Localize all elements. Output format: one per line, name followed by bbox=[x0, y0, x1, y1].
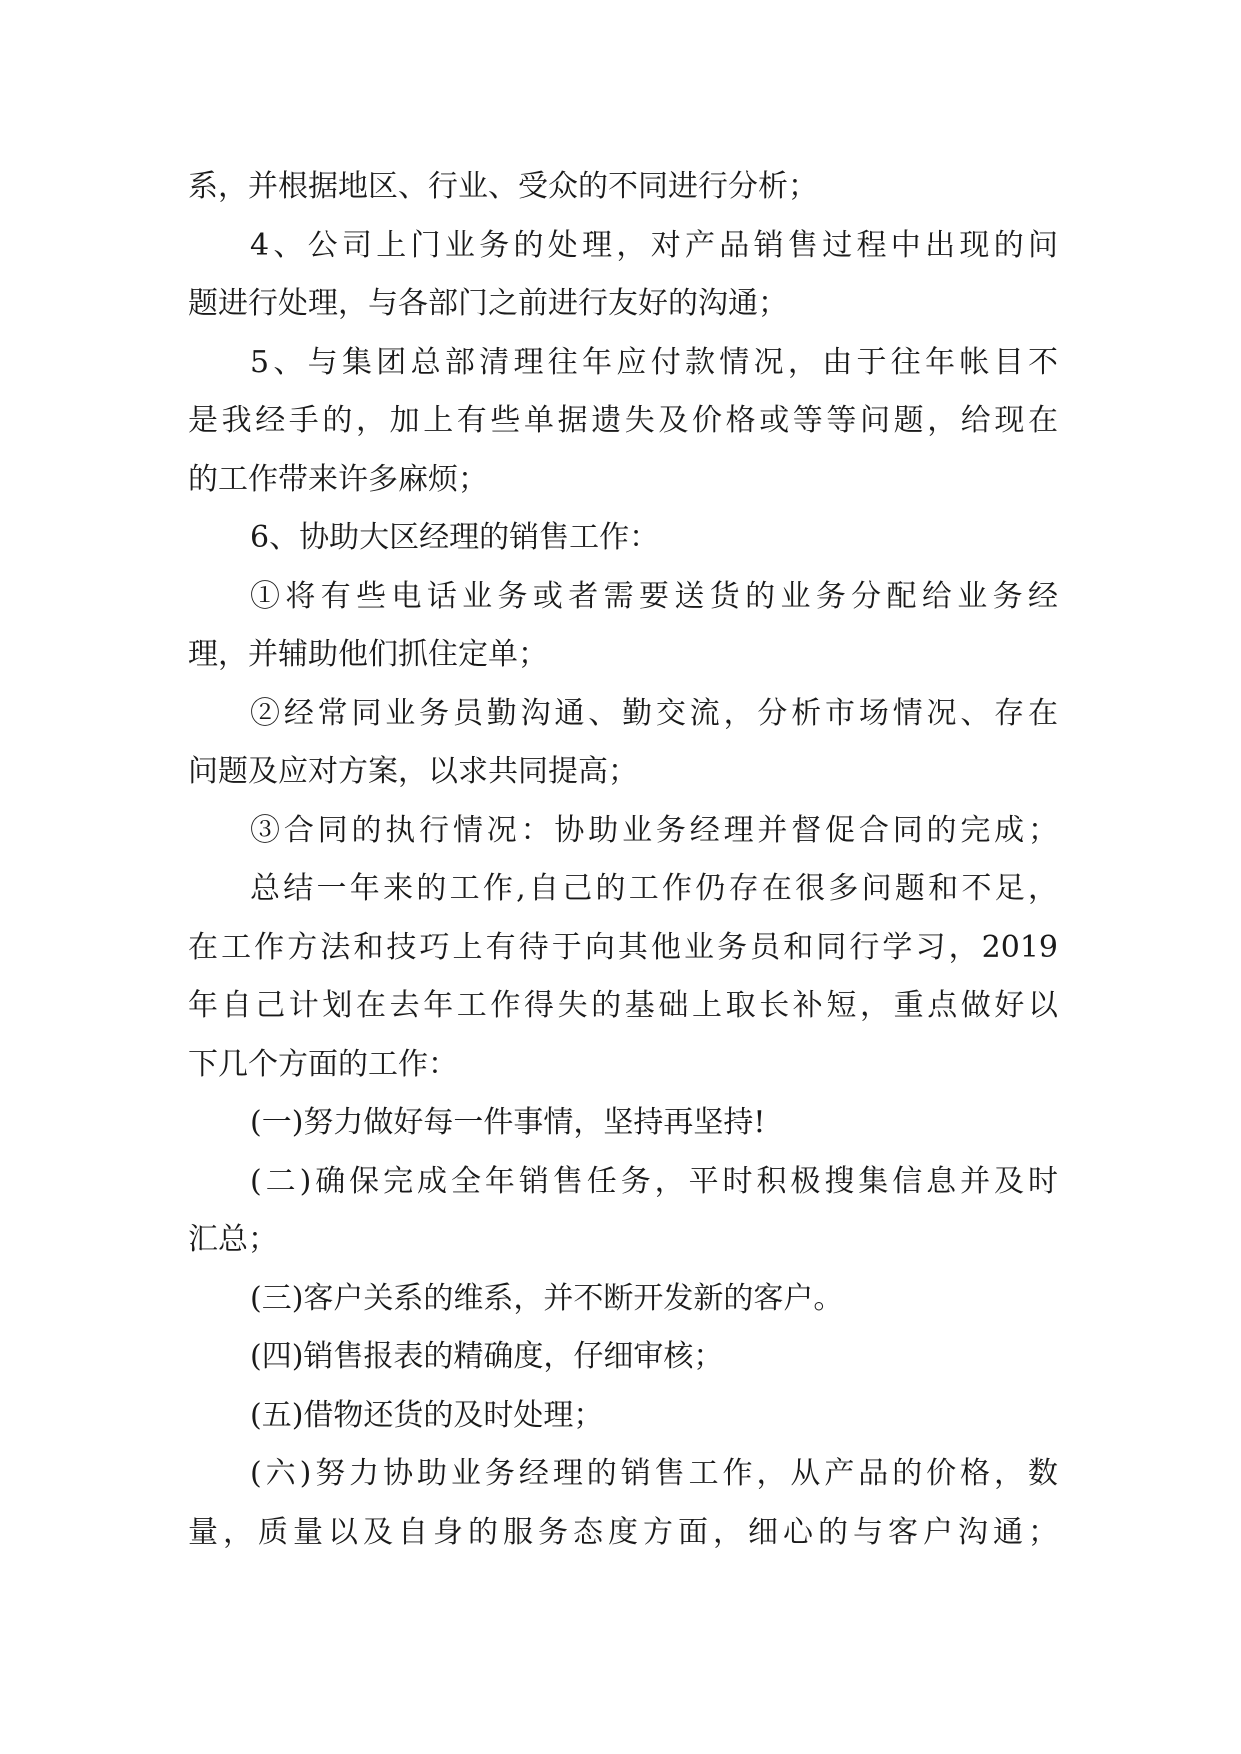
text-line: 5、与集团总部清理往年应付款情况，由于往年帐目不 bbox=[250, 344, 1058, 380]
text-line: 4、公司上门业务的处理，对产品销售过程中出现的问 bbox=[250, 227, 1058, 263]
text-line: 是我经手的，加上有些单据遗失及价格或等等问题，给现在 bbox=[188, 403, 1058, 438]
text-line: (一)努力做好每一件事情，坚持再坚持! bbox=[250, 1105, 766, 1140]
text-line: 量，质量以及自身的服务态度方面，细心的与客户沟通； bbox=[188, 1514, 1058, 1550]
text-line: 汇总； bbox=[188, 1222, 278, 1257]
text-line: 问题及应对方案，以求共同提高； bbox=[188, 754, 638, 789]
text-line: ②经常同业务员勤沟通、勤交流，分析市场情况、存在 bbox=[250, 695, 1058, 731]
text-line: (六)努力协助业务经理的销售工作，从产品的价格，数 bbox=[250, 1456, 1058, 1491]
text-line: 的工作带来许多麻烦； bbox=[188, 461, 488, 497]
text-line: 年自己计划在去年工作得失的基础上取长补短，重点做好以 bbox=[188, 988, 1058, 1023]
text-line: 系，并根据地区、行业、受众的不同进行分析； bbox=[188, 169, 818, 204]
text-line: 6、协助大区经理的销售工作： bbox=[250, 520, 660, 555]
text-line: ③合同的执行情况：协助业务经理并督促合同的完成； bbox=[250, 812, 1058, 848]
text-line: 理，并辅助他们抓住定单； bbox=[188, 637, 548, 672]
text-line: (五)借物还货的及时处理； bbox=[250, 1397, 604, 1433]
text-line: 在工作方法和技巧上有待于向其他业务员和同行学习，2019 bbox=[188, 929, 1058, 965]
text-line: (二)确保完成全年销售任务，平时积极搜集信息并及时 bbox=[250, 1163, 1058, 1199]
text-line: (三)客户关系的维系，并不断开发新的客户。 bbox=[250, 1280, 844, 1316]
text-line: 下几个方面的工作： bbox=[188, 1046, 458, 1082]
document-body bbox=[188, 158, 1058, 1562]
text-line: 题进行处理，与各部门之前进行友好的沟通； bbox=[188, 286, 788, 321]
text-line: 总结一年来的工作,自己的工作仍存在很多问题和不足， bbox=[250, 871, 1058, 906]
text-line: ①将有些电话业务或者需要送货的业务分配给业务经 bbox=[250, 578, 1058, 614]
text-line: (四)销售报表的精确度，仔细审核； bbox=[250, 1339, 724, 1374]
